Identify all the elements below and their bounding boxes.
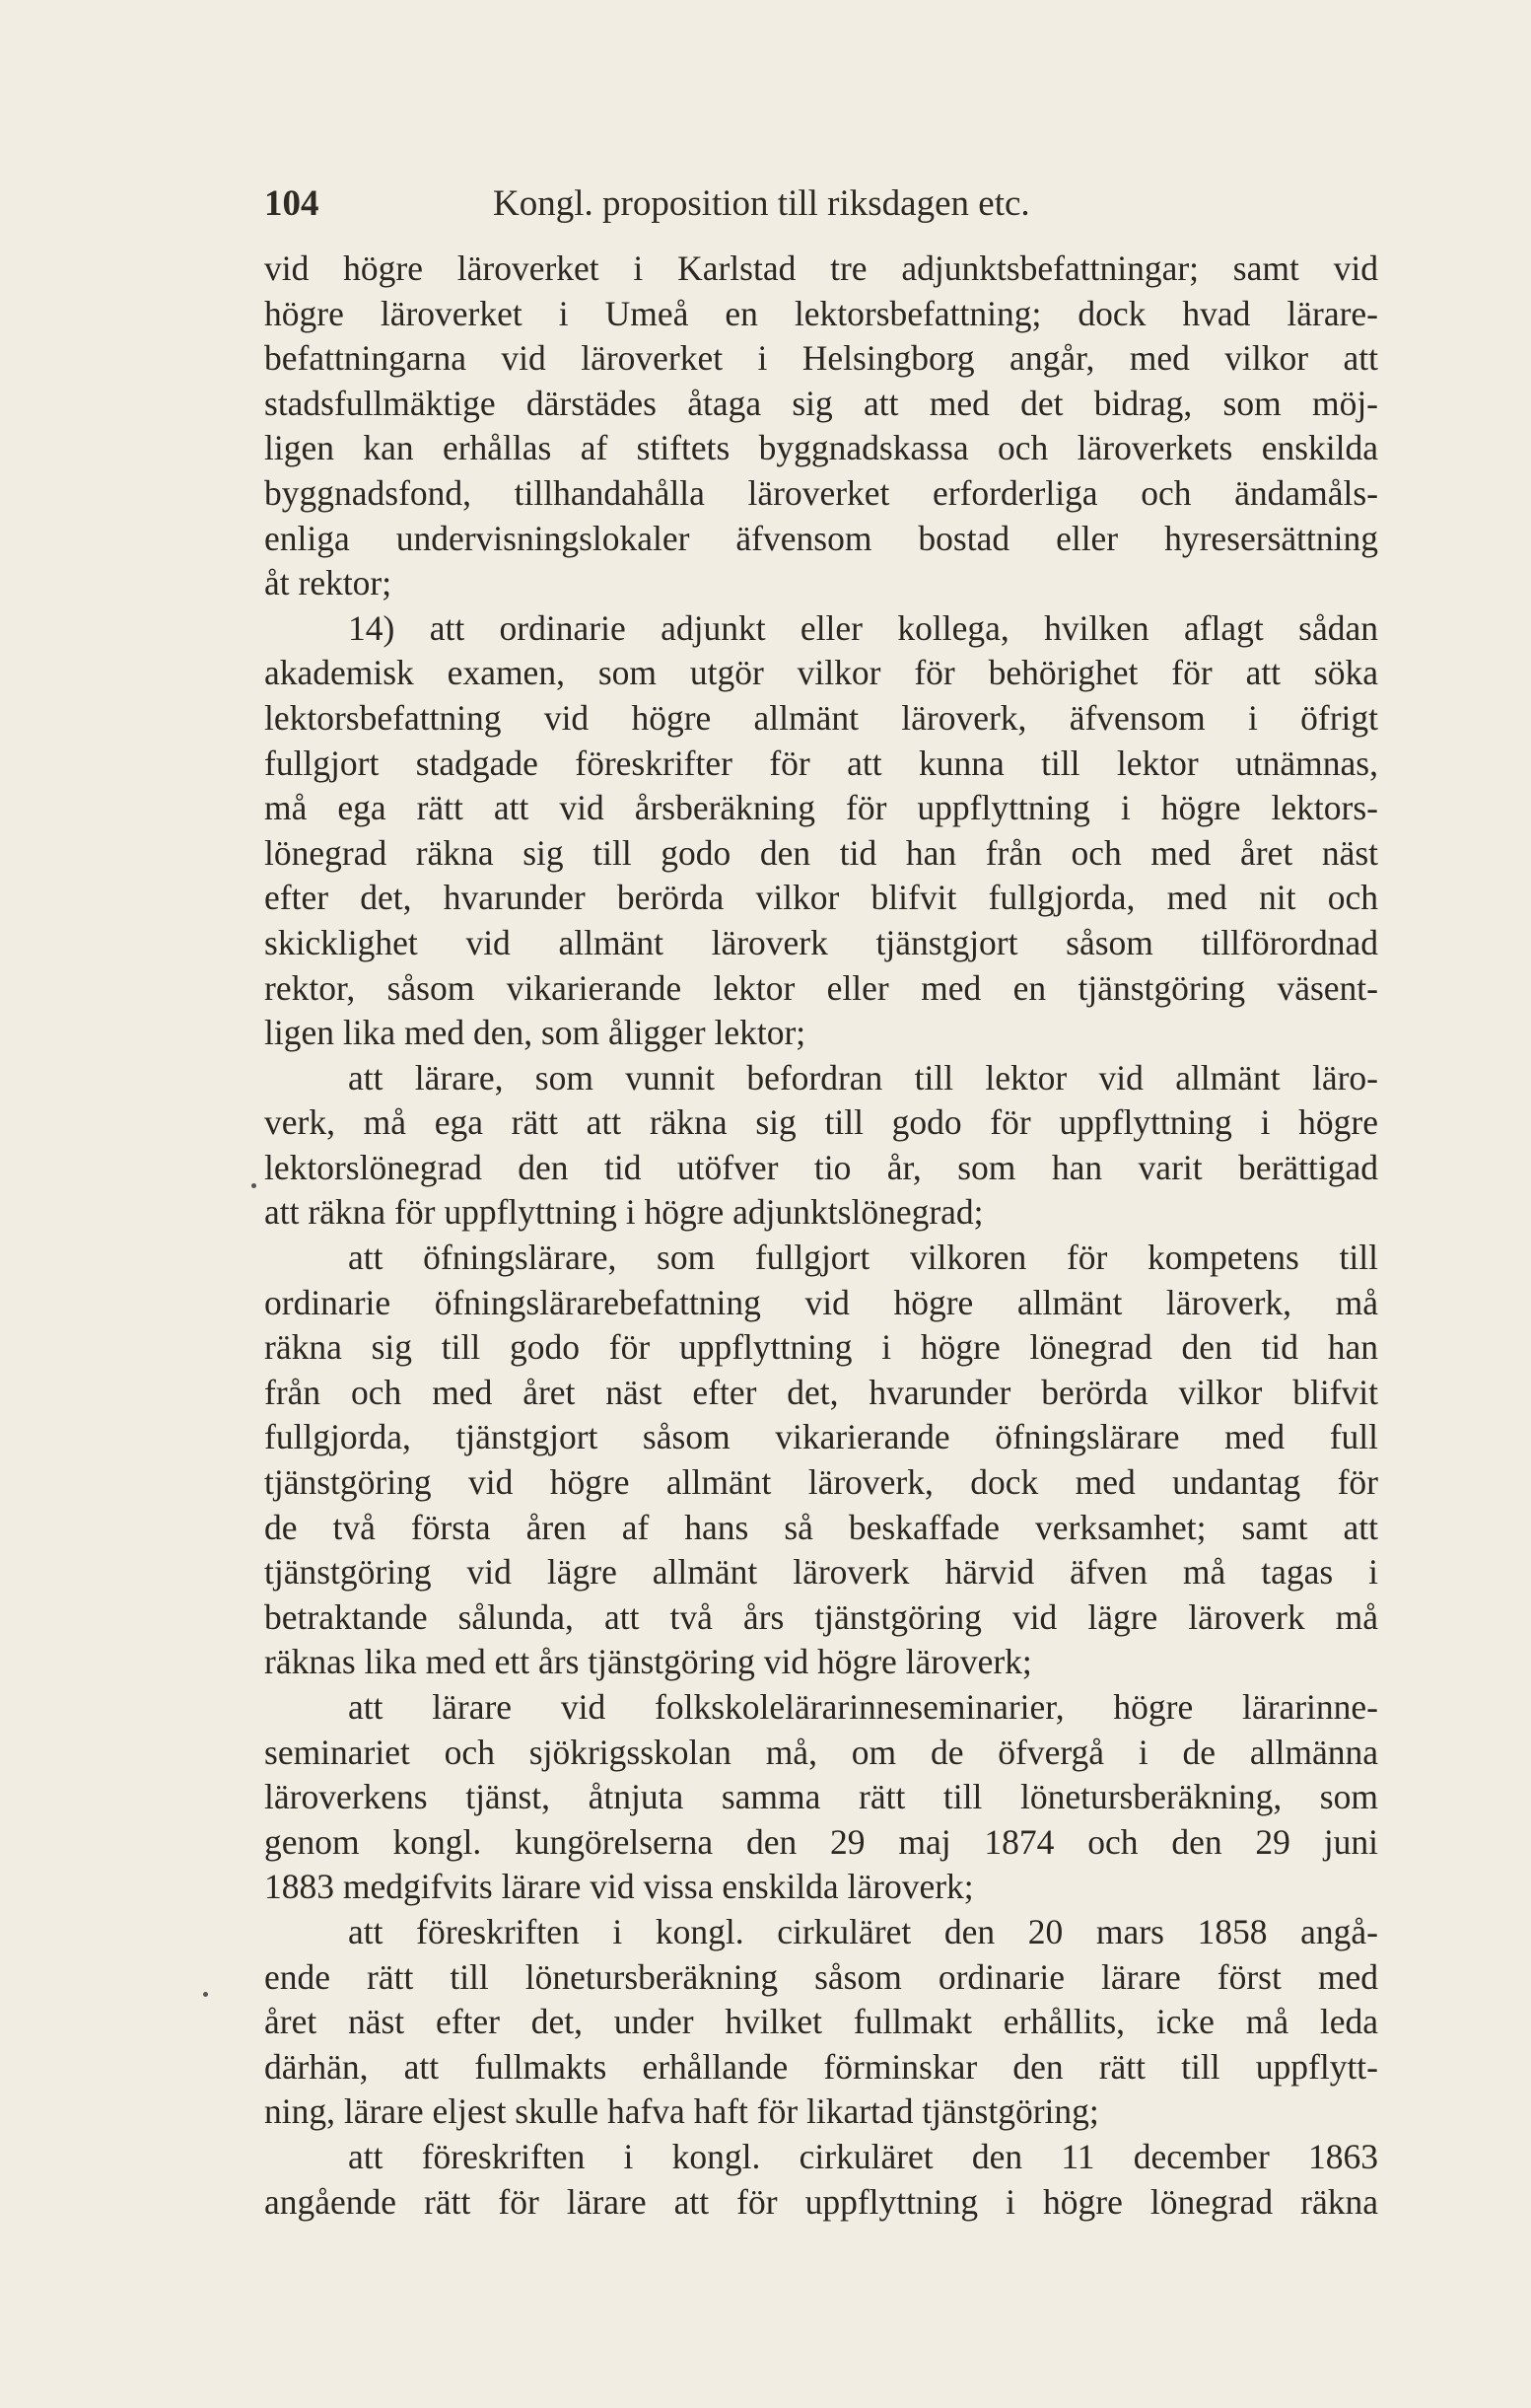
text-line: akademisk examen, som utgör vilkor för behörighet för att söka bbox=[264, 653, 1378, 693]
margin-mark bbox=[251, 1183, 256, 1188]
text-line: räkna sig till godo för uppflyttning i högre lönegrad den tid han bbox=[264, 1327, 1378, 1368]
body-text bbox=[264, 247, 1378, 2225]
text-line: enliga undervisningslokaler äfvensom bostad eller hyresersättning bbox=[264, 518, 1378, 558]
text-line: lektorsbefattning vid högre allmänt läroverk, äfvensom i öfrigt bbox=[264, 697, 1378, 738]
margin-mark bbox=[203, 1992, 208, 1997]
text-line: skicklighet vid allmänt läroverk tjänstgjort såsom tillförordnad bbox=[264, 922, 1378, 962]
running-title: Kongl. proposition till riksdagen etc. bbox=[493, 183, 1030, 224]
text-line: läroverkens tjänst, åtnjuta samma rätt till lönetursberäkning, som bbox=[264, 1777, 1378, 1817]
text-line: tjänstgöring vid högre allmänt läroverk, dock med undantag för bbox=[264, 1462, 1378, 1503]
text-line: året näst efter det, under hvilket fullmakt erhållits, icke må leda bbox=[264, 2002, 1378, 2042]
page-number: 104 bbox=[264, 183, 319, 224]
text-line: seminariet och sjökrigsskolan må, om de öfvergå i de allmänna bbox=[264, 1732, 1378, 1772]
text-line: betraktande sålunda, att två års tjänstgöring vid lägre läroverk må bbox=[264, 1596, 1378, 1637]
text-line: att föreskriften i kongl. cirkuläret den 11 december 1863 bbox=[348, 2136, 1378, 2176]
text-line: ende rätt till lönetursberäkning såsom ordinarie lärare först med bbox=[264, 1956, 1378, 1997]
text-line: lektorslönegrad den tid utöfver tio år, som han varit berättigad bbox=[264, 1147, 1378, 1187]
text-line: de två första åren af hans så beskaffade verksamhet; samt att bbox=[264, 1507, 1378, 1547]
text-line: från och med året näst efter det, hvarunder berörda vilkor blifvit bbox=[264, 1372, 1378, 1412]
text-line: att lärare vid folkskolelärarinneseminarier, högre lärarinne- bbox=[348, 1687, 1378, 1727]
text-line: lönegrad räkna sig till godo den tid han från och med året näst bbox=[264, 832, 1378, 873]
text-line: därhän, att fullmakts erhållande förminskar den rätt till uppflytt- bbox=[264, 2046, 1378, 2087]
text-line: fullgjort stadgade föreskrifter för att kunna till lektor utnämnas, bbox=[264, 743, 1378, 783]
text-line: tjänstgöring vid lägre allmänt läroverk härvid äfven må tagas i bbox=[264, 1552, 1378, 1593]
text-line: 14) att ordinarie adjunkt eller kollega, hvilken aflagt sådan bbox=[348, 607, 1378, 648]
text-line: räknas lika med ett års tjänstgöring vid högre läroverk; bbox=[264, 1642, 1032, 1682]
text-line: genom kongl. kungörelserna den 29 maj 1874 och den 29 juni bbox=[264, 1821, 1378, 1862]
text-line: rektor, såsom vikarierande lektor eller med en tjänstgöring väsent- bbox=[264, 967, 1378, 1008]
text-line: högre läroverket i Umeå en lektorsbefattning; dock hvad lärare- bbox=[264, 293, 1378, 333]
text-line: stadsfullmäktige därstädes åtaga sig att med det bidrag, som möj- bbox=[264, 383, 1378, 423]
text-line: ligen kan erhållas af stiftets byggnadskassa och läroverkets enskilda bbox=[264, 428, 1378, 468]
page-header bbox=[264, 182, 1388, 242]
text-line: att räkna för uppflyttning i högre adjunktslönegrad; bbox=[264, 1192, 984, 1233]
text-line: att öfningslärare, som fullgjort vilkoren för kompetens till bbox=[348, 1238, 1378, 1278]
text-line: ligen lika med den, som åligger lektor; bbox=[264, 1013, 806, 1053]
text-line: vid högre läroverket i Karlstad tre adjunktsbefattningar; samt vid bbox=[264, 248, 1378, 288]
text-line: att lärare, som vunnit befordran till lektor vid allmänt läro- bbox=[348, 1057, 1378, 1098]
text-line: ning, lärare eljest skulle hafva haft för likartad tjänstgöring; bbox=[264, 2091, 1099, 2132]
text-line: ordinarie öfningslärarebefattning vid högre allmänt läroverk, må bbox=[264, 1282, 1378, 1322]
text-line: 1883 medgifvits lärare vid vissa enskilda läroverk; bbox=[264, 1867, 974, 1907]
text-line: befattningarna vid läroverket i Helsingborg angår, med vilkor att bbox=[264, 338, 1378, 379]
text-line: efter det, hvarunder berörda vilkor blifvit fullgjorda, med nit och bbox=[264, 878, 1378, 918]
text-line: verk, må ega rätt att räkna sig till godo för uppflyttning i högre bbox=[264, 1102, 1378, 1143]
text-line: angående rätt för lärare att för uppflyttning i högre lönegrad räkna bbox=[264, 2181, 1378, 2222]
text-line: byggnadsfond, tillhandahålla läroverket erforderliga och ändamåls- bbox=[264, 472, 1378, 513]
text-line: må ega rätt att vid årsberäkning för uppflyttning i högre lektors- bbox=[264, 788, 1378, 828]
text-line: åt rektor; bbox=[264, 563, 392, 603]
text-line: fullgjorda, tjänstgjort såsom vikarierande öfningslärare med full bbox=[264, 1417, 1378, 1457]
text-line: att föreskriften i kongl. cirkuläret den 20 mars 1858 angå- bbox=[348, 1911, 1378, 1951]
